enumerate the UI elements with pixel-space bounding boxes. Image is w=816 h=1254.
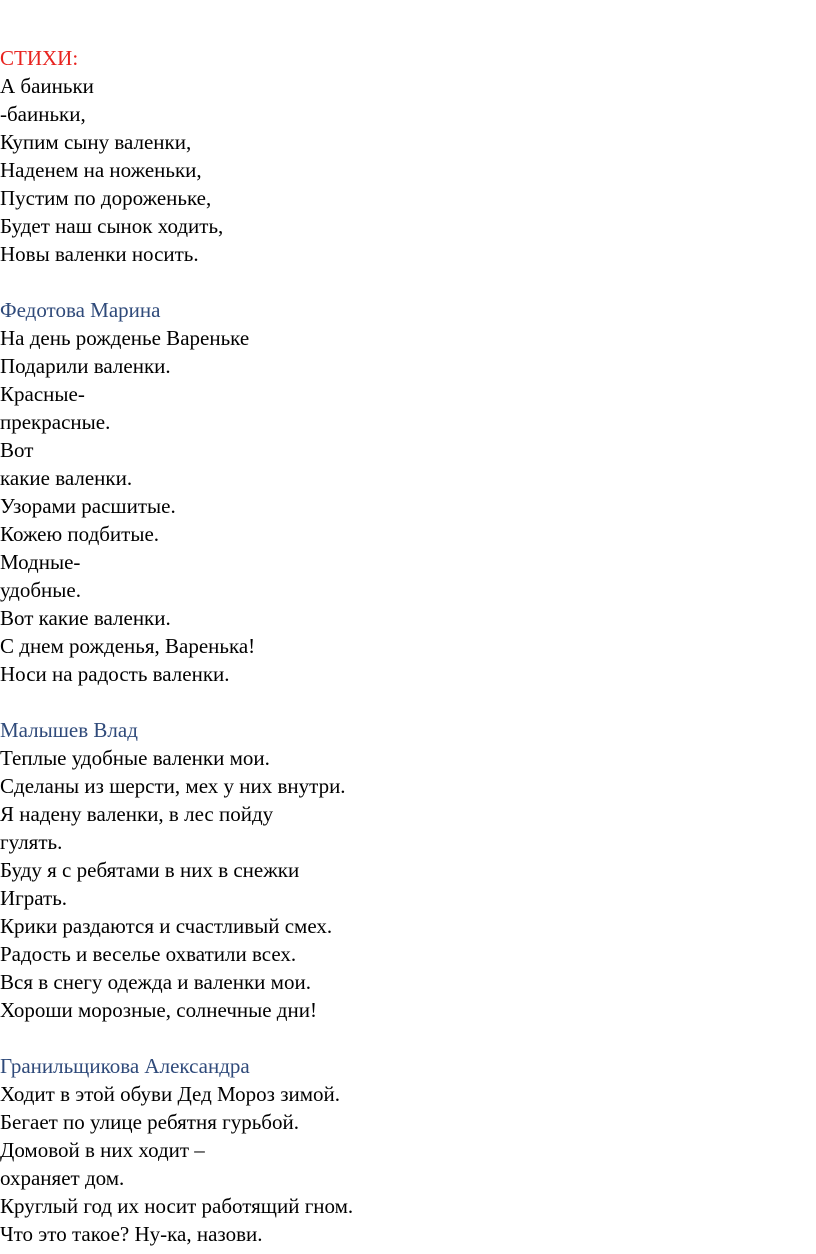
poem-line: Ходит в этой обуви Дед Мороз зимой. [0,1082,341,1106]
poem-4 [0,1052,816,1248]
poem-line: прекрасные. [0,410,111,434]
poem-line: Наденем на ноженьки, [0,158,202,182]
spacer [0,688,816,716]
poem-author: Федотова Марина [0,298,161,322]
poem-3 [0,716,816,1024]
poem-line: Подарили валенки. [0,354,171,378]
poem-1 [0,72,816,268]
poem-line: На день рожденье Вареньке [0,326,250,350]
document-page [0,44,816,1248]
poem-line: Вот [0,438,34,462]
poem-2 [0,296,816,688]
poem-line: Играть. [0,886,68,910]
poem-line: Пустим по дороженьке, [0,186,212,210]
poem-line: А баиньки [0,74,94,98]
poem-line: удобные. [0,578,81,602]
poem-line: охраняет дом. [0,1166,125,1190]
poem-line: Вот какие валенки. [0,606,171,630]
poem-line: какие валенки. [0,466,133,490]
poem-line: Новы валенки носить. [0,242,199,266]
poem-line: Радость и веселье охватили всех. [0,942,297,966]
poem-line: Я надену валенки, в лес пойду [0,802,274,826]
poem-line: Купим сыну валенки, [0,130,192,154]
poem-line: -баиньки, [0,102,86,126]
poem-line: Бегает по улице ребятня гурьбой. [0,1110,299,1134]
poem-line: Кожею подбитые. [0,522,160,546]
spacer [0,1024,816,1052]
poem-line: Хороши морозные, солнечные дни! [0,998,317,1022]
poem-line: Что это такое? Ну-ка, назови. [0,1222,263,1246]
poem-line: Будет наш сынок ходить, [0,214,224,238]
poem-line: Узорами расшитые. [0,494,176,518]
poem-line: Модные- [0,550,81,574]
poem-line: Носи на радость валенки. [0,662,230,686]
poem-line: Красные- [0,382,85,406]
poem-line: Круглый год их носит работящий гном. [0,1194,354,1218]
poem-line: С днем рожденья, Варенька! [0,634,256,658]
document-heading: СТИХИ: [0,46,79,70]
poem-line: Теплые удобные валенки мои. [0,746,270,770]
poem-author: Малышев Влад [0,718,138,742]
spacer [0,268,816,296]
poem-line: Вся в снегу одежда и валенки мои. [0,970,311,994]
poem-line: Крики раздаются и счастливый смех. [0,914,333,938]
poem-line: Домовой в них ходит – [0,1138,205,1162]
poem-line: Буду я с ребятами в них в снежки [0,858,300,882]
poem-author: Гранильщикова Александра [0,1054,250,1078]
poem-line: гулять. [0,830,63,854]
poem-line: Сделаны из шерсти, мех у них внутри. [0,774,346,798]
